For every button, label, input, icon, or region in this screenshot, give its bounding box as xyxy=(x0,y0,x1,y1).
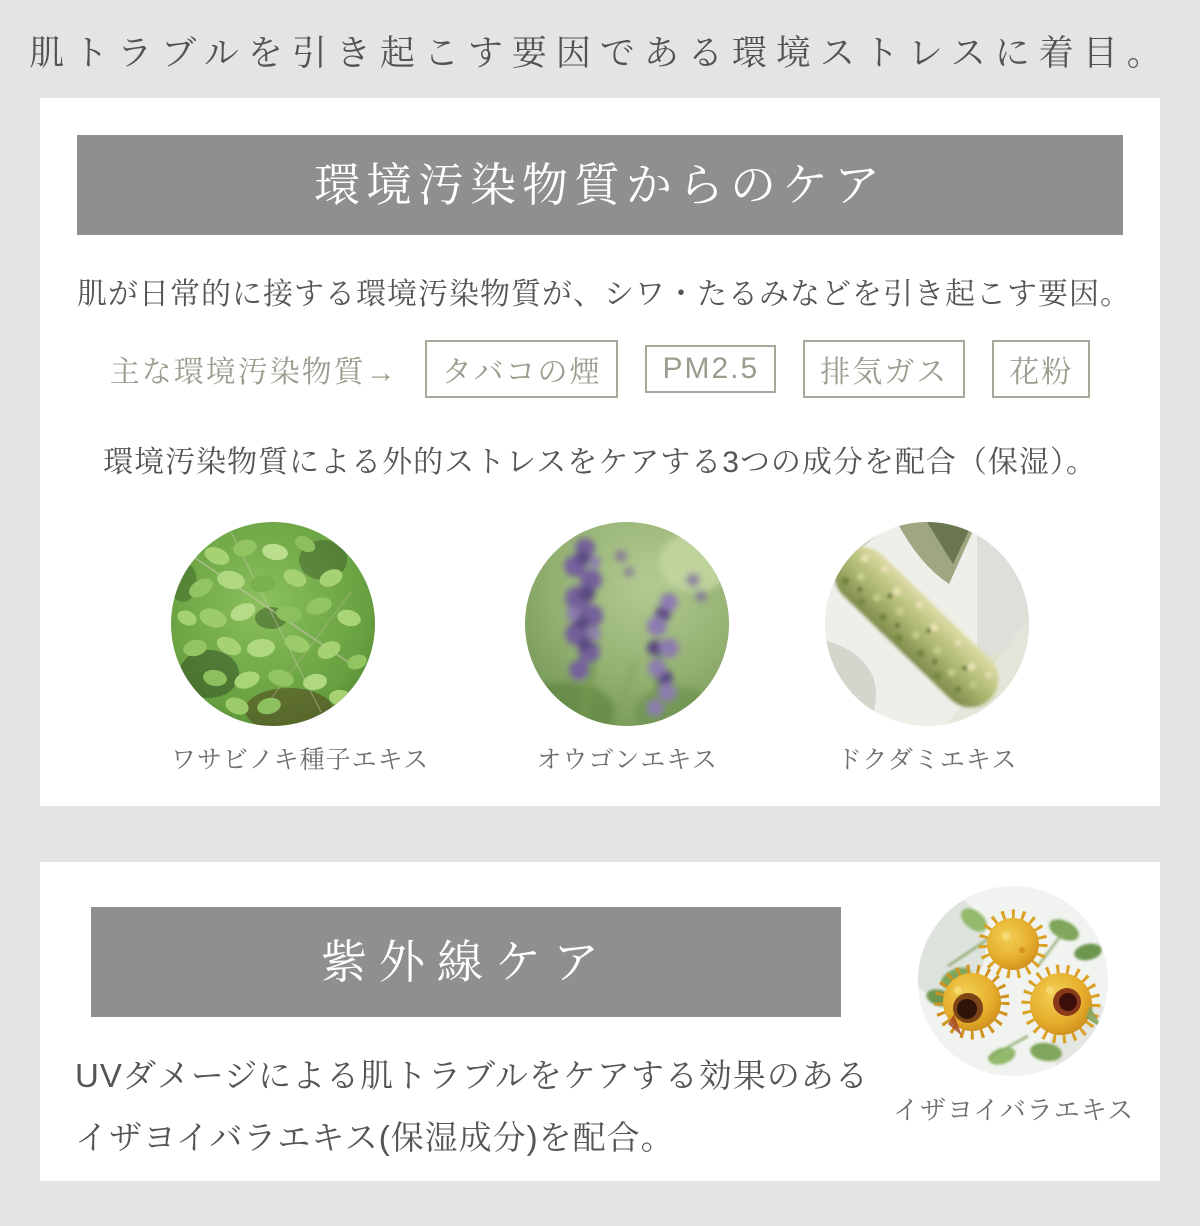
ingredient-caption-moringa: ワサビノキ種子エキス xyxy=(170,746,430,774)
ingredient-item-moringa xyxy=(171,522,429,776)
houttuynia-flower-photo xyxy=(825,522,1029,726)
rose-hip-photo xyxy=(918,886,1108,1076)
pollutant-label: 主な環境汚染物質→ xyxy=(109,356,398,389)
pollutant-box-pm25: PM2.5 xyxy=(645,345,776,393)
ingredient-caption-rosehip: イザヨイバラエキス xyxy=(893,1095,1135,1125)
pollutant-box-pollen: 花粉 xyxy=(992,340,1090,398)
pollutant-box-exhaust: 排気ガス xyxy=(803,340,965,398)
page-heading: 肌トラブルを引き起こす要因である環境ストレスに着目。 xyxy=(29,34,1171,73)
ingredient-list xyxy=(77,522,1123,776)
care-intro-text: 肌が日常的に接する環境汚染物質が、シワ・たるみなどを引き起こす要因。 xyxy=(77,278,1131,311)
uv-section-card xyxy=(40,862,1160,1181)
pollutant-row xyxy=(77,340,1123,398)
care-section-card xyxy=(40,98,1160,806)
care-section-banner: 環境汚染物質からのケア xyxy=(77,135,1123,235)
pollutant-box-tobacco: タバコの煙 xyxy=(425,340,619,398)
uv-body-line1: UVダメージによる肌トラブルをケアする効果のある xyxy=(75,1057,869,1094)
ingredient-caption-scutellaria: オウゴンエキス xyxy=(536,746,718,774)
moringa-leaves-photo xyxy=(171,522,375,726)
ingredient-caption-houttuynia: ドクダミエキス xyxy=(836,746,1018,774)
uv-body-line2: イザヨイバラエキス(保湿成分)を配合。 xyxy=(75,1119,675,1156)
uv-section-banner: 紫外線ケア xyxy=(91,907,841,1017)
scutellaria-flowers-photo xyxy=(525,522,729,726)
ingredient-item-scutellaria xyxy=(525,522,729,776)
ingredients-intro-text: 環境汚染物質による外的ストレスをケアする3つの成分を配合（保湿）。 xyxy=(103,446,1097,479)
ingredient-item-houttuynia xyxy=(825,522,1029,776)
